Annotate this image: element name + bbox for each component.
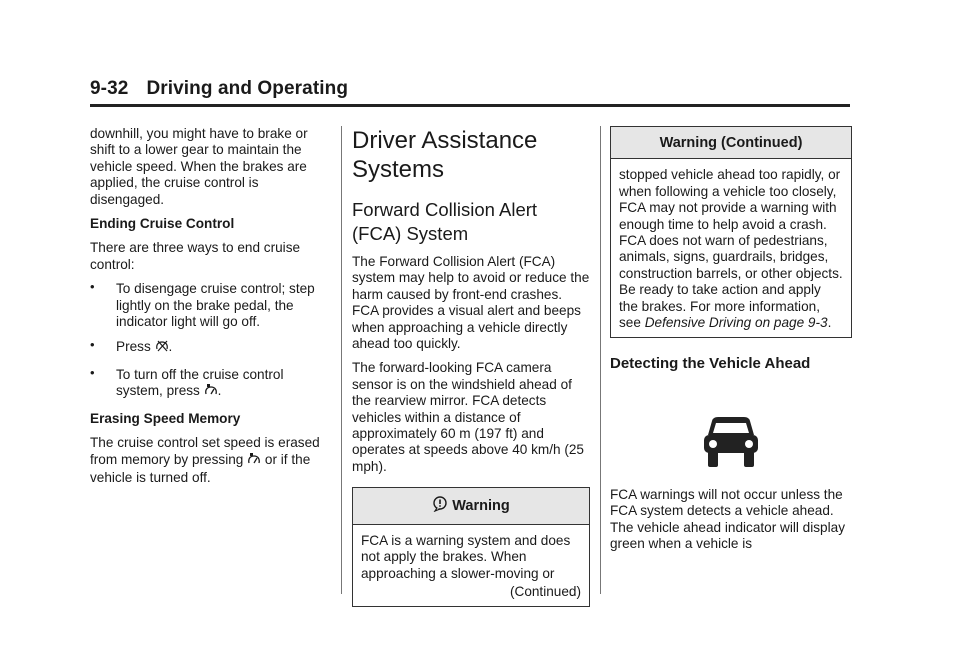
header-title: [90, 78, 850, 100]
vehicle-ahead-icon: [700, 415, 762, 469]
ending-cruise-heading: Ending Cruise Control: [90, 216, 235, 232]
column-divider-1: [341, 126, 342, 594]
ending-methods-list: [90, 281, 330, 401]
warning-continued-header: Warning (Continued): [611, 127, 851, 159]
warning-continued-text: stopped vehicle ahead too rapidly, or when following a vehicle too closely, FCA may not provide a warning with enough time to help avoid a crash. FCA does not warn of pedestrians, animals, signs, guardrails, bridges, construction barrels, or other objects. Be ready to take action and apply the brakes. For more information, see: [619, 167, 843, 331]
cruise-control-icon: [247, 452, 261, 470]
cross-reference: Defensive Driving on page 9-3: [644, 315, 828, 331]
section-title: Driving and Operating: [146, 78, 349, 99]
warning-symbol-icon: [432, 496, 448, 516]
cruise-cancel-icon: [155, 339, 169, 357]
column-divider-2: [600, 126, 601, 594]
erasing-paragraph: [90, 435, 330, 486]
cruise-control-icon: [204, 383, 218, 401]
list-item: [90, 281, 330, 330]
column-3: [610, 126, 852, 561]
warning-text: FCA is a warning system and does not apply the brakes. When approaching a slower-moving or: [361, 532, 571, 581]
ending-intro: There are three ways to end cruise control:: [90, 240, 301, 272]
intro-paragraph: downhill, you might have to brake or shift to a lower gear to maintain the vehicle speed. When the brakes are applied, the cruise control is disengaged.: [90, 126, 308, 207]
warning-body: [353, 525, 589, 607]
fca-paragraph-1: The Forward Collision Alert (FCA) system may help to avoid or reduce the harm caused by front-end crashes. FCA provides a visual alert and beeps when approaching a vehicle directly ahead too quickly.: [352, 254, 590, 352]
list-item: • Press .: [90, 339, 330, 357]
section-number: 9-32: [90, 78, 129, 99]
section-heading: Driver Assistance Systems: [352, 127, 538, 183]
warning-heading: Warning: [452, 498, 510, 515]
page-header: [90, 78, 850, 100]
warning-box: [352, 487, 590, 607]
erasing-memory-heading: Erasing Speed Memory: [90, 410, 241, 426]
warning-trail: .: [827, 315, 832, 331]
column-2: [352, 126, 590, 607]
header-rule: [90, 104, 850, 107]
fca-heading: Forward Collision Alert (FCA) System: [352, 199, 538, 244]
column-1: [90, 126, 330, 494]
bullet-text: To disengage cruise control; step lightly on the brake pedal, the indicator light will go off.: [116, 281, 315, 330]
continued-label: (Continued): [509, 583, 581, 599]
erasing-text-b: or if the vehicle is turned off.: [90, 451, 311, 485]
erasing-text-a: The cruise control set speed is erased from memory by pressing: [90, 435, 320, 467]
detecting-paragraph: FCA warnings will not occur unless the FCA system detects a vehicle ahead. The vehicle ahead indicator will display green when a vehicle is: [610, 486, 845, 552]
bullet-text: Press: [116, 339, 151, 355]
list-item: • To turn off the cruise control system, press .: [90, 367, 330, 402]
warning-header: [353, 488, 589, 524]
fca-paragraph-2: The forward-looking FCA camera sensor is on the windshield ahead of the rearview mirror. FCA detects vehicles within a distance of approximately 60 m (197 ft) and operates at speeds above 40 km/h (25 mph).: [352, 360, 584, 474]
warning-continued-box: [610, 126, 852, 338]
detecting-heading: Detecting the Vehicle Ahead: [610, 355, 811, 373]
warning-continued-body: [611, 159, 851, 337]
bullet-text: To turn off the cruise control system, press: [116, 366, 284, 399]
